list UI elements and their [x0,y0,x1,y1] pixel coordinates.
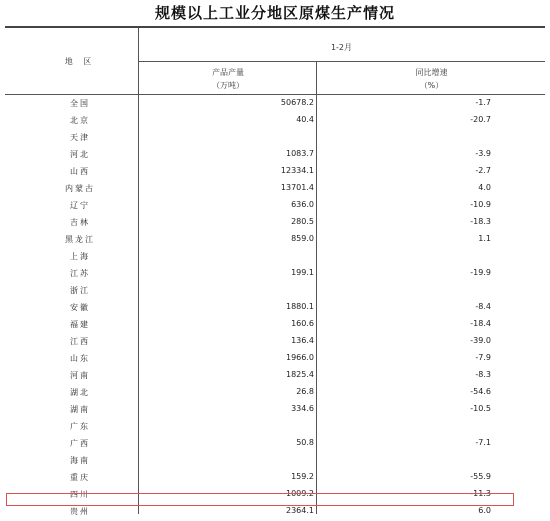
region-cell: 山东 [70,354,90,363]
region-cell: 山西 [70,167,90,176]
table-row [0,147,550,164]
table-row [0,334,550,351]
table-row [0,283,550,300]
region-cell: 江西 [70,337,90,346]
table-row [0,453,550,470]
output-cell: 1880.1 [286,302,314,311]
region-cell: 福建 [70,320,90,329]
table-row [0,402,550,419]
header-growth-unit: （%） [419,81,444,90]
table-row [0,368,550,385]
output-cell: 1825.4 [286,370,314,379]
growth-cell: -55.9 [470,472,491,481]
region-cell: 湖南 [70,405,90,414]
data-table [0,96,550,521]
table-row [0,198,550,215]
table-row [0,215,550,232]
region-cell: 内蒙古 [65,184,95,193]
growth-cell: -7.9 [475,353,491,362]
region-cell: 河北 [70,150,90,159]
region-cell: 安徽 [70,303,90,312]
header-period: 1-2月 [330,43,353,52]
region-cell: 重庆 [70,473,90,482]
output-cell: 160.6 [291,319,314,328]
growth-cell: -54.6 [470,387,491,396]
output-cell: 159.2 [291,472,314,481]
table-row [0,385,550,402]
output-cell: 280.5 [291,217,314,226]
header-bottom-rule [5,94,545,95]
region-cell: 浙江 [70,286,90,295]
growth-cell: 1.1 [478,234,491,243]
region-cell: 上海 [70,252,90,261]
output-cell: 859.0 [291,234,314,243]
table-row [0,317,550,334]
header-rule-period [138,61,545,62]
table-row [0,504,550,521]
region-cell: 广西 [70,439,90,448]
region-cell: 天津 [70,133,90,142]
output-cell: 334.6 [291,404,314,413]
output-cell: 12334.1 [280,166,314,175]
growth-cell: -8.3 [475,370,491,379]
top-rule [5,26,545,28]
output-cell: 1009.2 [286,489,314,498]
table-row [0,232,550,249]
growth-cell: 4.0 [478,183,491,192]
output-cell: 13701.4 [280,183,314,192]
table-row [0,249,550,266]
growth-cell: -7.1 [475,438,491,447]
region-cell: 北京 [70,116,90,125]
region-cell: 广东 [70,422,90,431]
growth-cell: -20.7 [470,115,491,124]
table-row [0,96,550,113]
growth-cell: -19.9 [470,268,491,277]
output-cell: 40.4 [296,115,314,124]
table-row [0,164,550,181]
table-row [0,351,550,368]
output-cell: 26.8 [296,387,314,396]
region-cell: 全国 [70,99,90,108]
region-cell: 黑龙江 [65,235,95,244]
growth-cell: -39.0 [470,336,491,345]
growth-cell: -10.9 [470,200,491,209]
table-row [0,113,550,130]
region-cell: 湖北 [70,388,90,397]
growth-cell: -8.4 [475,302,491,311]
output-cell: 50678.2 [280,98,314,107]
table-row [0,436,550,453]
region-cell: 贵州 [70,507,90,516]
region-cell: 河南 [70,371,90,380]
growth-cell: 6.0 [478,506,491,515]
header-region: 地 区 [64,57,96,66]
region-cell: 江苏 [70,269,90,278]
output-cell: 636.0 [291,200,314,209]
table-row [0,419,550,436]
growth-cell: -3.9 [475,149,491,158]
table-row [0,300,550,317]
region-cell: 四川 [70,490,90,499]
output-cell: 199.1 [291,268,314,277]
header-output-unit: （万吨） [212,81,244,90]
growth-cell: -10.5 [470,404,491,413]
growth-cell: -1.7 [475,98,491,107]
table-row [0,130,550,147]
output-cell: 1966.0 [286,353,314,362]
output-cell: 50.8 [296,438,314,447]
growth-cell: -11.3 [470,489,491,498]
output-cell: 1083.7 [286,149,314,158]
region-cell: 海南 [70,456,90,465]
output-cell: 136.4 [291,336,314,345]
table-row [0,487,550,504]
growth-cell: -18.4 [470,319,491,328]
header-growth-label: 同比增速 [415,68,448,77]
growth-cell: -18.3 [470,217,491,226]
region-cell: 辽宁 [70,201,90,210]
output-cell: 2364.1 [286,506,314,515]
header-output-label: 产品产量 [212,68,244,77]
table-row [0,470,550,487]
region-cell: 吉林 [70,218,90,227]
table-row [0,266,550,283]
growth-cell: -2.7 [475,166,491,175]
page-title: 规模以上工业分地区原煤生产情况 [154,4,395,22]
table-row [0,181,550,198]
